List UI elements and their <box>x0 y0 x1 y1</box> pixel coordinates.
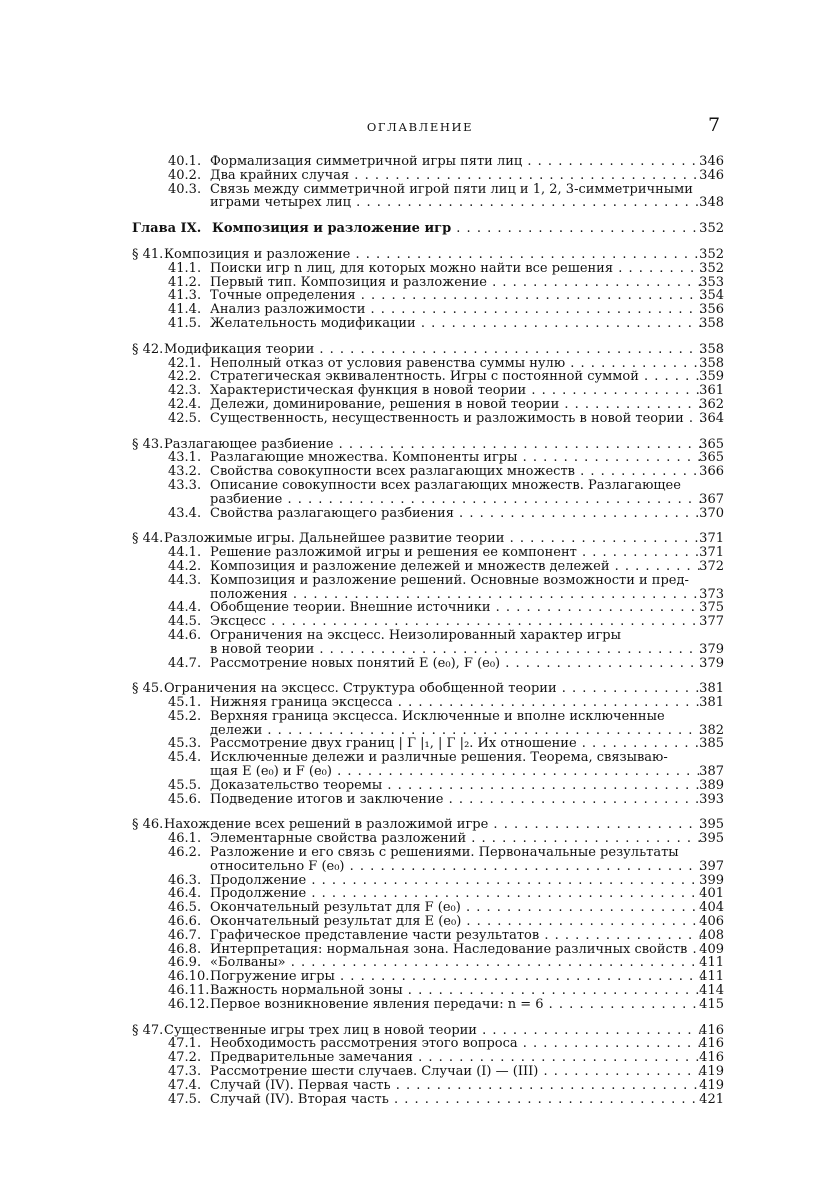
toc-entry-number: 40.1. <box>168 154 202 169</box>
toc-entry-number: 41.2. <box>168 274 202 290</box>
toc-entry-number: 47.1. <box>168 1036 202 1052</box>
toc-entry-page: 364 <box>699 410 724 426</box>
toc-entry-title <box>210 1079 702 1093</box>
toc-entry-page: 366 <box>699 464 724 480</box>
toc-entry-sub <box>0 793 840 807</box>
toc-entry-title <box>210 887 702 901</box>
toc-entry-number: 45.5. <box>168 777 202 793</box>
toc-entry-title <box>210 1065 702 1079</box>
toc-entry-title-line: Два крайних случая . . . <box>210 169 702 183</box>
toc-entry-title-line: относительно F (e₀) . . . <box>210 860 702 874</box>
toc-entry-number: 41.4. <box>168 302 202 318</box>
toc-entry-number: § 41. <box>132 246 164 262</box>
toc-entry-page: 385 <box>699 736 724 752</box>
toc-entry-page: 358 <box>699 341 724 357</box>
toc-entry-sub <box>0 874 840 888</box>
toc-entry-title-line: Продолжение . . . <box>210 887 702 901</box>
toc-entry-page: 401 <box>699 886 724 902</box>
toc-entry-number: 47.5. <box>168 1091 202 1107</box>
toc-entry-title-line: Связь между симметричной игрой пяти лиц и 1, 2, 3-симметричными <box>210 182 693 197</box>
toc-entry-title-line: Важность нормальной зоны . . . <box>210 984 702 998</box>
toc-entry-page: 370 <box>699 505 724 521</box>
toc-entry-title <box>210 943 702 957</box>
toc-entry-title-line: Рассмотрение новых понятий E (e₀), F (e₀) . . . <box>210 657 702 671</box>
toc-entry-title-line: Композиция и разложение дележей и множеств дележей . . . <box>210 560 702 574</box>
toc-entry-title <box>210 779 702 793</box>
toc-entry-number: 47.4. <box>168 1077 202 1093</box>
toc-entry-title-line: Ограничения на эксцесс. Структура обобщенной теории . . . <box>164 682 702 696</box>
toc-entry-title <box>164 682 702 696</box>
toc-entry-sub <box>0 751 840 779</box>
toc-entry-title <box>210 465 702 479</box>
toc-entry-page: 365 <box>699 450 724 466</box>
toc-entry-title <box>210 657 702 671</box>
toc-entry-title <box>210 183 702 211</box>
toc-entry-title-line: Точные определения . . . <box>210 289 702 303</box>
toc-entry-number: § 42. <box>132 341 164 357</box>
toc-entry-sub <box>0 507 840 521</box>
toc-entry-number: 41.5. <box>168 315 202 331</box>
toc-entry-title <box>210 970 702 984</box>
toc-entry-title <box>210 696 702 710</box>
toc-entry-page: 352 <box>699 260 724 276</box>
toc-entry-page: 367 <box>699 491 724 507</box>
toc-entry-sub <box>0 479 840 507</box>
toc-entry-number: 44.4. <box>168 600 202 616</box>
toc-entry-sub <box>0 370 840 384</box>
toc-entry-number: § 43. <box>132 436 164 452</box>
toc-entry-page: 382 <box>699 722 724 738</box>
toc-entry-number: 44.1. <box>168 545 202 561</box>
toc-entry-title <box>210 412 702 426</box>
toc-entry-page: 416 <box>699 1050 724 1066</box>
toc-entry-number: 46.2. <box>168 845 202 861</box>
toc-entry-title-line: Разложимые игры. Дальнейшее развитие теории . . . <box>164 532 702 546</box>
toc-entry-page: 348 <box>699 195 724 211</box>
toc-entry-sub <box>0 615 840 629</box>
toc-entry-title-line: положения . . . <box>210 588 702 602</box>
toc-entry-title <box>210 546 702 560</box>
toc-entry-title <box>210 615 702 629</box>
toc-entry-sub <box>0 412 840 426</box>
toc-entry-sub <box>0 262 840 276</box>
toc-entry-title <box>210 574 702 602</box>
toc-entry-title <box>210 560 702 574</box>
toc-entry-sub <box>0 1065 840 1079</box>
toc-entry-sub <box>0 357 840 371</box>
toc-entry-number: 42.2. <box>168 369 202 385</box>
toc-entry-sub <box>0 657 840 671</box>
toc-entry-title-line: дележи . . . <box>210 724 702 738</box>
toc-entry-sub <box>0 629 840 657</box>
toc-entry-title-line: Эксцесс . . . <box>210 615 702 629</box>
toc-entry-title-line: Продолжение . . . <box>210 874 702 888</box>
toc-entry-page: 419 <box>699 1064 724 1080</box>
toc-entry-sub <box>0 169 840 183</box>
toc-entry-number: 43.2. <box>168 464 202 480</box>
running-title: ОГЛАВЛЕНИЕ <box>366 120 474 134</box>
toc-entry-title-line: Композиция и разложение . . . <box>164 248 702 262</box>
toc-entry-sub <box>0 915 840 929</box>
toc-entry-number: 46.8. <box>168 941 202 957</box>
toc-entry-sub <box>0 451 840 465</box>
toc-entry-title-line: Композиция и разложение решений. Основные возможности и пред- <box>210 573 689 588</box>
toc-entry-title-line: Окончательный результат для F (e₀) . . . <box>210 901 702 915</box>
toc-entry-sub <box>0 779 840 793</box>
toc-entry-section <box>0 438 840 452</box>
toc-entry-title-line: играми четырех лиц . . . <box>210 196 702 210</box>
toc-entry-title <box>210 751 702 779</box>
toc-entry-number: 46.12. <box>168 996 210 1012</box>
toc-entry-number: 45.4. <box>168 750 202 766</box>
toc-entry-number: 44.5. <box>168 614 202 630</box>
toc-entry-page: 371 <box>699 531 724 547</box>
toc-entry-page: 381 <box>699 695 724 711</box>
toc-entry-sub <box>0 984 840 998</box>
toc-entry-title-line: разбиение . . . <box>210 493 702 507</box>
toc-entry-sub <box>0 276 840 290</box>
toc-entry-title <box>210 370 702 384</box>
toc-entry-number: § 45. <box>132 681 164 697</box>
toc-entry-title <box>210 303 702 317</box>
toc-entry-sub <box>0 696 840 710</box>
toc-entry-title-line: Существенные игры трех лиц в новой теории . . . <box>164 1024 702 1038</box>
toc-entry-title <box>164 438 702 452</box>
toc-entry-title-line: Рассмотрение шести случаев. Случаи (I) — (III) . . . <box>210 1065 702 1079</box>
toc-entry-title-line: Разложение и его связь с решениями. Первоначальные результаты <box>210 846 679 860</box>
toc-entry-number: 45.2. <box>168 708 202 724</box>
toc-entry-page: 416 <box>699 1036 724 1052</box>
toc-entry-page: 411 <box>699 969 724 985</box>
toc-entry-title <box>210 479 702 507</box>
toc-entry-page: 358 <box>699 355 724 371</box>
toc-entry-number: 40.3. <box>168 181 202 197</box>
toc-entry-sub <box>0 317 840 331</box>
toc-entry-page: 399 <box>699 872 724 888</box>
toc-entry-number: 43.1. <box>168 450 202 466</box>
toc-entry-title-line: Описание совокупности всех разлагающих множеств. Разлагающее <box>210 478 681 493</box>
toc-entry-title-line: Анализ разложимости . . . <box>210 303 702 317</box>
toc-entry-sub <box>0 574 840 602</box>
toc-entry-sub <box>0 901 840 915</box>
toc-entry-number: 41.1. <box>168 260 202 276</box>
toc-entry-number: § 47. <box>132 1022 164 1038</box>
toc-entry-title <box>210 929 702 943</box>
toc-entry-title <box>210 956 702 970</box>
toc-entry-title <box>210 998 702 1012</box>
toc-entry-title <box>164 343 702 357</box>
toc-entry-sub <box>0 998 840 1012</box>
toc-entry-title <box>164 818 702 832</box>
toc-entry-page: 346 <box>699 154 724 169</box>
toc-entry-title-line: Подведение итогов и заключение . . . <box>210 793 702 807</box>
page-number: 7 <box>708 114 721 136</box>
toc-entry-title-line: Дележи, доминирование, решения в новой теории . . . <box>210 398 702 412</box>
toc-entry-title <box>210 793 702 807</box>
toc-entry-page: 372 <box>699 558 724 574</box>
toc-entry-page: 361 <box>699 383 724 399</box>
table-of-contents <box>0 155 840 1106</box>
toc-entry-number: 45.1. <box>168 695 202 711</box>
toc-entry-section <box>0 818 840 832</box>
toc-entry-sub <box>0 546 840 560</box>
toc-entry-title <box>210 846 702 874</box>
toc-entry-title-line: Предварительные замечания . . . <box>210 1051 702 1065</box>
toc-entry-title <box>210 289 702 303</box>
toc-entry-page: 358 <box>699 315 724 331</box>
toc-entry-title-line: Неполный отказ от условия равенства суммы нулю . . . <box>210 357 702 371</box>
toc-entry-number: 46.4. <box>168 886 202 902</box>
toc-entry-number: 44.6. <box>168 627 202 643</box>
toc-entry-page: 379 <box>699 655 724 671</box>
toc-entry-number: 42.1. <box>168 355 202 371</box>
toc-entry-sub <box>0 832 840 846</box>
toc-entry-number: 43.3. <box>168 477 202 493</box>
toc-entry-title-line: Формализация симметричной игры пяти лиц . . . <box>210 155 702 169</box>
toc-entry-sub <box>0 1051 840 1065</box>
toc-entry-page: 353 <box>699 274 724 290</box>
toc-entry-page: 373 <box>699 586 724 602</box>
toc-entry-title-line: Случай (IV). Первая часть . . . <box>210 1079 702 1093</box>
toc-entry-page: 362 <box>699 396 724 412</box>
toc-entry-title-line: Разлагающие множества. Компоненты игры . . . <box>210 451 702 465</box>
toc-entry-number: 42.4. <box>168 396 202 412</box>
toc-entry-title-line: Ограничения на эксцесс. Неизолированный характер игры <box>210 628 621 643</box>
toc-entry-title <box>210 317 702 331</box>
toc-entry-number: 44.3. <box>168 572 202 588</box>
toc-entry-title-line: Решение разложимой игры и решения ее компонент . . . <box>210 546 702 560</box>
toc-entry-title-line: Рассмотрение двух границ | Γ |₁, | Γ |₂. Их отношение . . . <box>210 737 702 751</box>
toc-entry-title-line: Окончательный результат для E (e₀) . . . <box>210 915 702 929</box>
toc-entry-title-line: Свойства разлагающего разбиения . . . <box>210 507 702 521</box>
toc-entry-section <box>0 248 840 262</box>
toc-entry-title <box>210 1037 702 1051</box>
toc-entry-chapter <box>0 222 840 236</box>
toc-entry-title <box>210 710 702 738</box>
toc-entry-title-line: Нахождение всех решений в разложимой игре . . . <box>164 818 702 832</box>
toc-entry-sub <box>0 956 840 970</box>
toc-entry-sub <box>0 887 840 901</box>
toc-entry-page: 395 <box>699 817 724 833</box>
toc-entry-page: 375 <box>699 600 724 616</box>
toc-entry-page: 377 <box>699 614 724 630</box>
toc-entry-title-line: Композиция и разложение игр . . . <box>212 222 702 236</box>
toc-entry-title <box>164 532 702 546</box>
toc-entry-sub <box>0 560 840 574</box>
toc-entry-title <box>210 507 702 521</box>
toc-entry-number: 45.6. <box>168 791 202 807</box>
toc-entry-page: 416 <box>699 1022 724 1038</box>
toc-entry-section <box>0 682 840 696</box>
toc-entry-title-line: Доказательство теоремы . . . <box>210 779 702 793</box>
toc-entry-title <box>210 629 702 657</box>
toc-entry-sub <box>0 737 840 751</box>
toc-entry-title <box>210 357 702 371</box>
toc-entry-title-line: Погружение игры . . . <box>210 970 702 984</box>
toc-entry-sub <box>0 384 840 398</box>
toc-entry-sub <box>0 943 840 957</box>
toc-entry-title-line: Обобщение теории. Внешние источники . . . <box>210 601 702 615</box>
toc-entry-title-line: Характеристическая функция в новой теории . . . <box>210 384 702 398</box>
toc-entry-page: 419 <box>699 1077 724 1093</box>
toc-entry-number: 41.3. <box>168 288 202 304</box>
toc-entry-number: 46.9. <box>168 955 202 971</box>
toc-entry-section <box>0 343 840 357</box>
toc-entry-title <box>210 901 702 915</box>
toc-entry-number: 46.1. <box>168 831 202 847</box>
toc-entry-page: 415 <box>699 996 724 1012</box>
toc-entry-number: § 46. <box>132 817 164 833</box>
toc-entry-page: 406 <box>699 914 724 930</box>
toc-entry-title-line: Разлагающее разбиение . . . <box>164 438 702 452</box>
toc-entry-title <box>210 984 702 998</box>
toc-entry-page: 381 <box>699 681 724 697</box>
toc-entry-number: 42.5. <box>168 410 202 426</box>
toc-entry-page: 411 <box>699 955 724 971</box>
toc-entry-title <box>210 915 702 929</box>
toc-entry-sub <box>0 1093 840 1107</box>
toc-entry-title <box>210 874 702 888</box>
toc-entry-title <box>164 1024 702 1038</box>
toc-entry-title-line: Поиски игр n лиц, для которых можно найти все решения . . . <box>210 262 702 276</box>
toc-entry-title <box>210 601 702 615</box>
toc-entry-page: 421 <box>699 1091 724 1107</box>
toc-entry-title <box>212 222 702 236</box>
toc-entry-title-line: Первый тип. Композиция и разложение . . . <box>210 276 702 290</box>
toc-entry-number: 42.3. <box>168 383 202 399</box>
toc-entry-title-line: в новой теории . . . <box>210 643 702 657</box>
toc-entry-page: 404 <box>699 900 724 916</box>
toc-entry-number: 46.5. <box>168 900 202 916</box>
toc-entry-sub <box>0 846 840 874</box>
toc-entry-title <box>210 384 702 398</box>
toc-entry-title <box>210 276 702 290</box>
toc-entry-page: 389 <box>699 777 724 793</box>
toc-entry-title-line: Нижняя граница эксцесса . . . <box>210 696 702 710</box>
toc-entry-title-line: Свойства совокупности всех разлагающих множеств . . . <box>210 465 702 479</box>
toc-entry-number: 44.7. <box>168 655 202 671</box>
toc-entry-page: 354 <box>699 288 724 304</box>
toc-entry-title <box>210 169 702 183</box>
toc-entry-number: 40.2. <box>168 167 202 183</box>
toc-entry-sub <box>0 970 840 984</box>
toc-entry-sub <box>0 155 840 169</box>
toc-entry-title <box>210 262 702 276</box>
toc-entry-title-line: «Болваны» . . . <box>210 956 702 970</box>
toc-entry-number: 46.3. <box>168 872 202 888</box>
toc-entry-number: 46.11. <box>168 983 210 999</box>
toc-entry-title-line: Первое возникновение явления передачи: n = 6 . . . <box>210 998 702 1012</box>
toc-entry-number: § 44. <box>132 531 164 547</box>
toc-entry-sub <box>0 183 840 211</box>
toc-entry-title-line: Необходимость рассмотрения этого вопроса . . . <box>210 1037 702 1051</box>
toc-entry-title-line: Верхняя граница эксцесса. Исключенные и вполне исключенные <box>210 709 665 724</box>
toc-entry-sub <box>0 1079 840 1093</box>
toc-entry-title <box>210 1093 702 1107</box>
toc-entry-title-line: Случай (IV). Вторая часть . . . <box>210 1093 702 1107</box>
toc-entry-section <box>0 1024 840 1038</box>
toc-entry-sub <box>0 1037 840 1051</box>
toc-entry-title <box>210 451 702 465</box>
toc-entry-title-line: Существенность, несущественность и разложимость в новой теории . . . <box>210 412 702 426</box>
toc-entry-title <box>210 155 702 169</box>
toc-entry-title <box>210 737 702 751</box>
toc-entry-number: Глава IX. <box>132 221 202 237</box>
toc-entry-page: 395 <box>699 831 724 847</box>
toc-entry-page: 379 <box>699 641 724 657</box>
toc-entry-page: 393 <box>699 791 724 807</box>
toc-entry-title <box>164 248 702 262</box>
toc-entry-page: 408 <box>699 927 724 943</box>
toc-entry-number: 45.3. <box>168 736 202 752</box>
toc-entry-number: 46.7. <box>168 927 202 943</box>
toc-entry-title-line: Желательность модификации . . . <box>210 317 702 331</box>
toc-entry-sub <box>0 398 840 412</box>
toc-entry-page: 397 <box>699 858 724 874</box>
toc-entry-title <box>210 1051 702 1065</box>
toc-entry-number: 44.2. <box>168 558 202 574</box>
toc-entry-page: 387 <box>699 764 724 780</box>
toc-entry-sub <box>0 303 840 317</box>
page-header <box>0 114 840 140</box>
toc-entry-sub <box>0 710 840 738</box>
toc-entry-title-line: Исключенные дележи и различные решения. Теорема, связываю- <box>210 751 668 766</box>
toc-entry-sub <box>0 465 840 479</box>
toc-entry-page: 352 <box>699 246 724 262</box>
toc-entry-title-line: щая E (e₀) и F (e₀) . . . <box>210 765 702 779</box>
toc-entry-title-line: Элементарные свойства разложений . . . <box>210 832 702 846</box>
toc-entry-title <box>210 398 702 412</box>
toc-entry-title-line: Модификация теории . . . <box>164 343 702 357</box>
toc-entry-page: 365 <box>699 436 724 452</box>
toc-entry-page: 352 <box>699 221 724 237</box>
toc-entry-page: 359 <box>699 369 724 385</box>
toc-entry-title-line: Графическое представление части результатов . . . <box>210 929 702 943</box>
toc-entry-page: 409 <box>699 941 724 957</box>
toc-entry-title <box>210 832 702 846</box>
toc-entry-page: 371 <box>699 545 724 561</box>
toc-entry-page: 356 <box>699 302 724 318</box>
toc-entry-sub <box>0 929 840 943</box>
toc-entry-number: 47.3. <box>168 1064 202 1080</box>
toc-entry-number: 43.4. <box>168 505 202 521</box>
toc-entry-page: 414 <box>699 983 724 999</box>
toc-entry-title-line: Стратегическая эквивалентность. Игры с постоянной суммой . . . <box>210 370 702 384</box>
toc-entry-sub <box>0 601 840 615</box>
toc-entry-number: 47.2. <box>168 1050 202 1066</box>
toc-entry-number: 46.6. <box>168 914 202 930</box>
toc-entry-sub <box>0 289 840 303</box>
toc-entry-title-line: Интерпретация: нормальная зона. Наследование различных свойств . . . <box>210 943 702 957</box>
toc-entry-page: 346 <box>699 167 724 183</box>
toc-entry-number: 46.10. <box>168 969 210 985</box>
toc-entry-section <box>0 532 840 546</box>
